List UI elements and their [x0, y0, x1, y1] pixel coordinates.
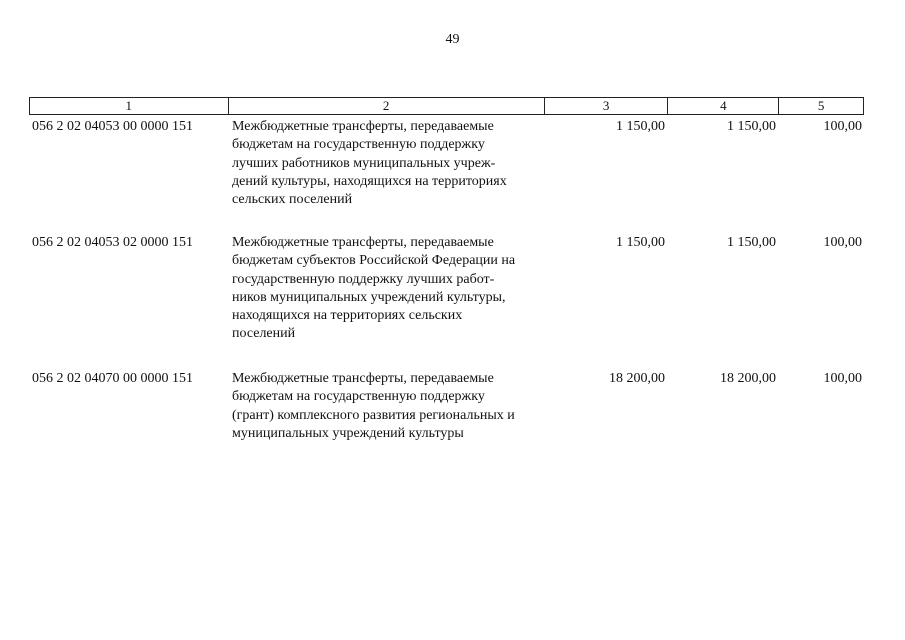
description-line: Межбюджетные трансферты, передаваемые [232, 119, 494, 134]
description-line: лучших работников муниципальных учреж- [232, 155, 496, 171]
value-col5: 100,00 [823, 235, 862, 250]
description-line: находящихся на территориях сельских [232, 308, 463, 324]
value-col4: 1 150,00 [727, 235, 776, 250]
table-header [29, 97, 864, 115]
table-row [29, 234, 864, 370]
table-body [29, 118, 864, 443]
table-row [29, 118, 864, 234]
description-line: Межбюджетные трансферты, передаваемые [232, 371, 494, 386]
description-line: сельских поселений [232, 192, 353, 208]
description-line: ников муниципальных учреждений культуры, [232, 289, 506, 305]
row-description [228, 234, 545, 370]
description-line: государственную поддержку лучших работ- [232, 271, 495, 287]
row-description [228, 370, 545, 443]
row-description [228, 118, 545, 234]
budget-code: 056 2 02 04070 00 0000 151 [32, 371, 193, 386]
value-col3: 1 150,00 [616, 119, 665, 134]
column-header-1: 1 [30, 98, 229, 114]
budget-code: 056 2 02 04053 02 0000 151 [32, 235, 193, 250]
value-col3: 1 150,00 [616, 235, 665, 250]
value-col4: 18 200,00 [720, 371, 776, 386]
column-header-2: 2 [229, 98, 545, 114]
column-header-5: 5 [817, 98, 825, 113]
description-line: дений культуры, находящихся на территориях [232, 173, 507, 189]
column-header-4: 4 [668, 98, 779, 114]
description-line: бюджетам на государственную поддержку [232, 389, 485, 405]
value-col5: 100,00 [823, 119, 862, 134]
table-row [29, 370, 864, 443]
page-number: 49 [445, 32, 460, 47]
description-line: Межбюджетные трансферты, передаваемые [232, 235, 494, 250]
value-col4: 1 150,00 [727, 119, 776, 134]
description-line: поселений [232, 326, 296, 342]
description-line: бюджетам на государственную поддержку [232, 137, 485, 153]
description-line: бюджетам субъектов Российской Федерации на [232, 253, 516, 269]
budget-code: 056 2 02 04053 00 0000 151 [32, 119, 193, 134]
description-line: (грант) комплексного развития региональных и [232, 407, 515, 423]
value-col3: 18 200,00 [609, 371, 665, 386]
description-line: муниципальных учреждений культуры [232, 425, 464, 441]
column-header-3: 3 [545, 98, 669, 114]
value-col5: 100,00 [823, 371, 862, 386]
